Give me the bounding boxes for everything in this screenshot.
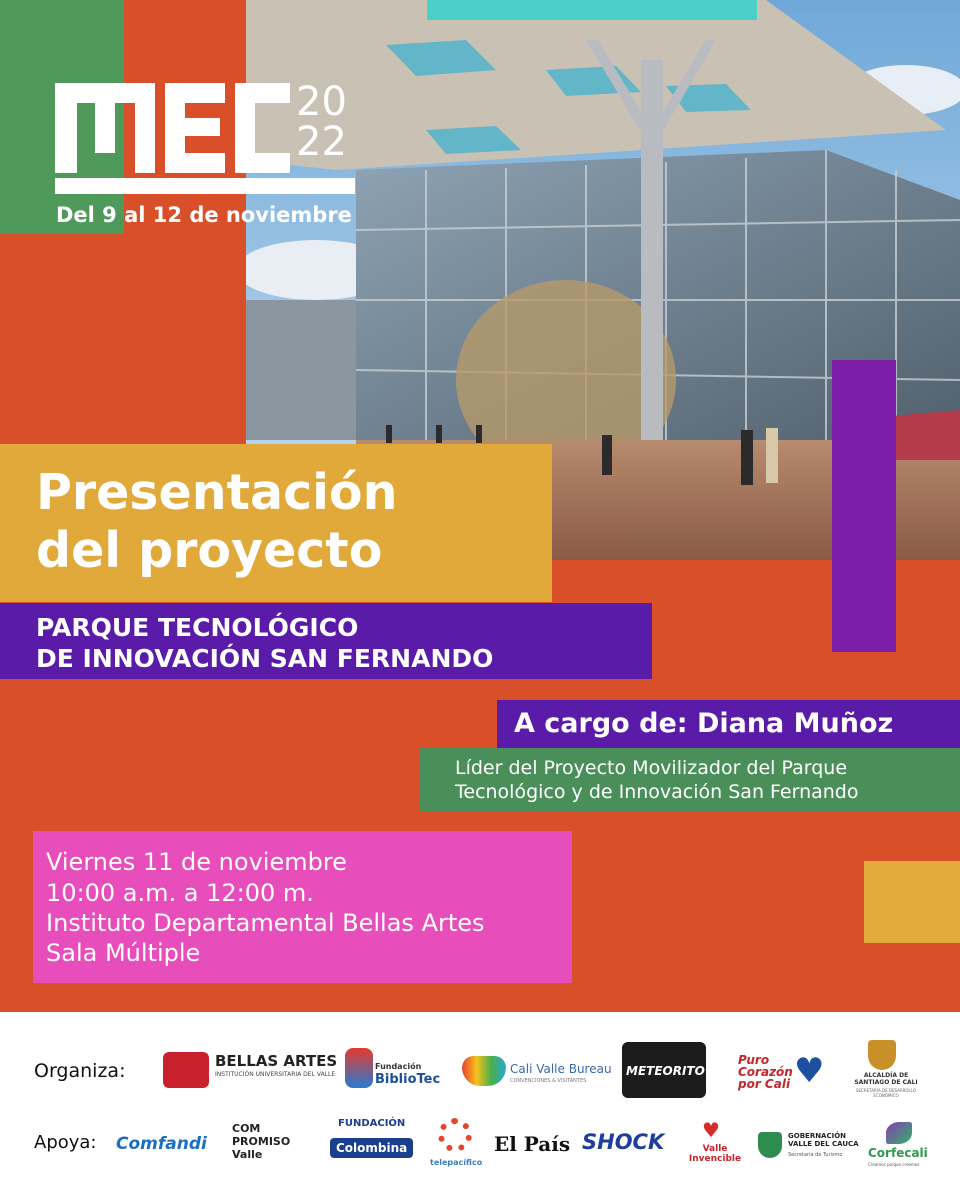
project-line-2: DE INNOVACIÓN SAN FERNANDO [36,644,494,673]
logo-bibliotec: Fundación BiblioTec [345,1048,440,1094]
heart-icon: ♥ [794,1051,825,1091]
logo-valle-invencible: ♥ Valle Invencible [688,1118,742,1164]
year-bottom: 22 [296,119,347,165]
year-block [296,79,366,165]
logo-el-pais: El País [494,1132,571,1156]
event-venue: Instituto Departamental Bellas Artes [46,909,485,937]
apoya-label: Apoya: [34,1132,97,1153]
logo-compromiso-valle: COM PROMISO Valle [232,1122,291,1161]
bellas-artes-icon [163,1052,209,1088]
year-top: 20 [296,79,347,125]
gold-square [864,861,960,943]
logo-shock: SHOCK [582,1130,665,1154]
logo-gobernacion-valle: GOBERNACIÓN VALLE DEL CAUCA Secretaría de Turismo [758,1130,862,1164]
organiza-label: Organiza: [34,1060,126,1082]
sponsors-footer [0,1012,960,1200]
title-line-1: Presentación [36,464,398,521]
logo-cali-valle-bureau: Cali Valle Bureau CONVENCIONES & VISITANTES [462,1052,602,1092]
logo-corfecali: Corfecali Creamos porque creemos [868,1122,932,1176]
telepacifico-icon [438,1118,472,1152]
orange-block-left [0,234,246,444]
teal-strip-top [427,0,757,20]
event-day: Viernes 11 de noviembre [46,848,347,876]
cali-valle-bureau-icon [462,1056,506,1086]
hummingbird-icon [886,1122,912,1144]
valle-heart-icon: ♥ [702,1118,720,1142]
logo-comfandi: Comfandi [116,1134,207,1154]
cali-shield-icon [868,1040,896,1070]
logo-meteorito: METEORITO [622,1042,706,1098]
logo-alcaldia-cali: ALCALDÍA DE SANTIAGO DE CALI SECRETARÍA DE DESARROLLO ECONÓMICO [846,1040,926,1106]
logo-telepacifico: telepacífico [428,1116,488,1176]
purple-vertical-bar [832,360,896,652]
project-line-1: PARQUE TECNOLÓGICO [36,613,359,642]
logo-fundacion-colombina: FUNDACIÓN Colombina [328,1118,412,1174]
role-line-2: Tecnológico y de Innovación San Fernando [455,781,859,803]
logo-bellas-artes: BELLAS ARTES INSTITUCIÓN UNIVERSITARIA DEL VALLE [163,1050,323,1090]
bibliotec-icon [345,1048,373,1088]
speaker-name: A cargo de: Diana Muñoz [514,708,894,739]
event-time: 10:00 a.m. a 12:00 m. [46,879,314,907]
event-room: Sala Múltiple [46,939,201,967]
title-line-2: del proyecto [36,522,383,579]
event-dates: Del 9 al 12 de noviembre [56,203,352,227]
logo-puro-corazon: Puro Corazón por Cali ♥ [738,1051,825,1091]
gobernacion-shield-icon [758,1132,782,1158]
role-line-1: Líder del Proyecto Movilizador del Parque [455,757,848,779]
